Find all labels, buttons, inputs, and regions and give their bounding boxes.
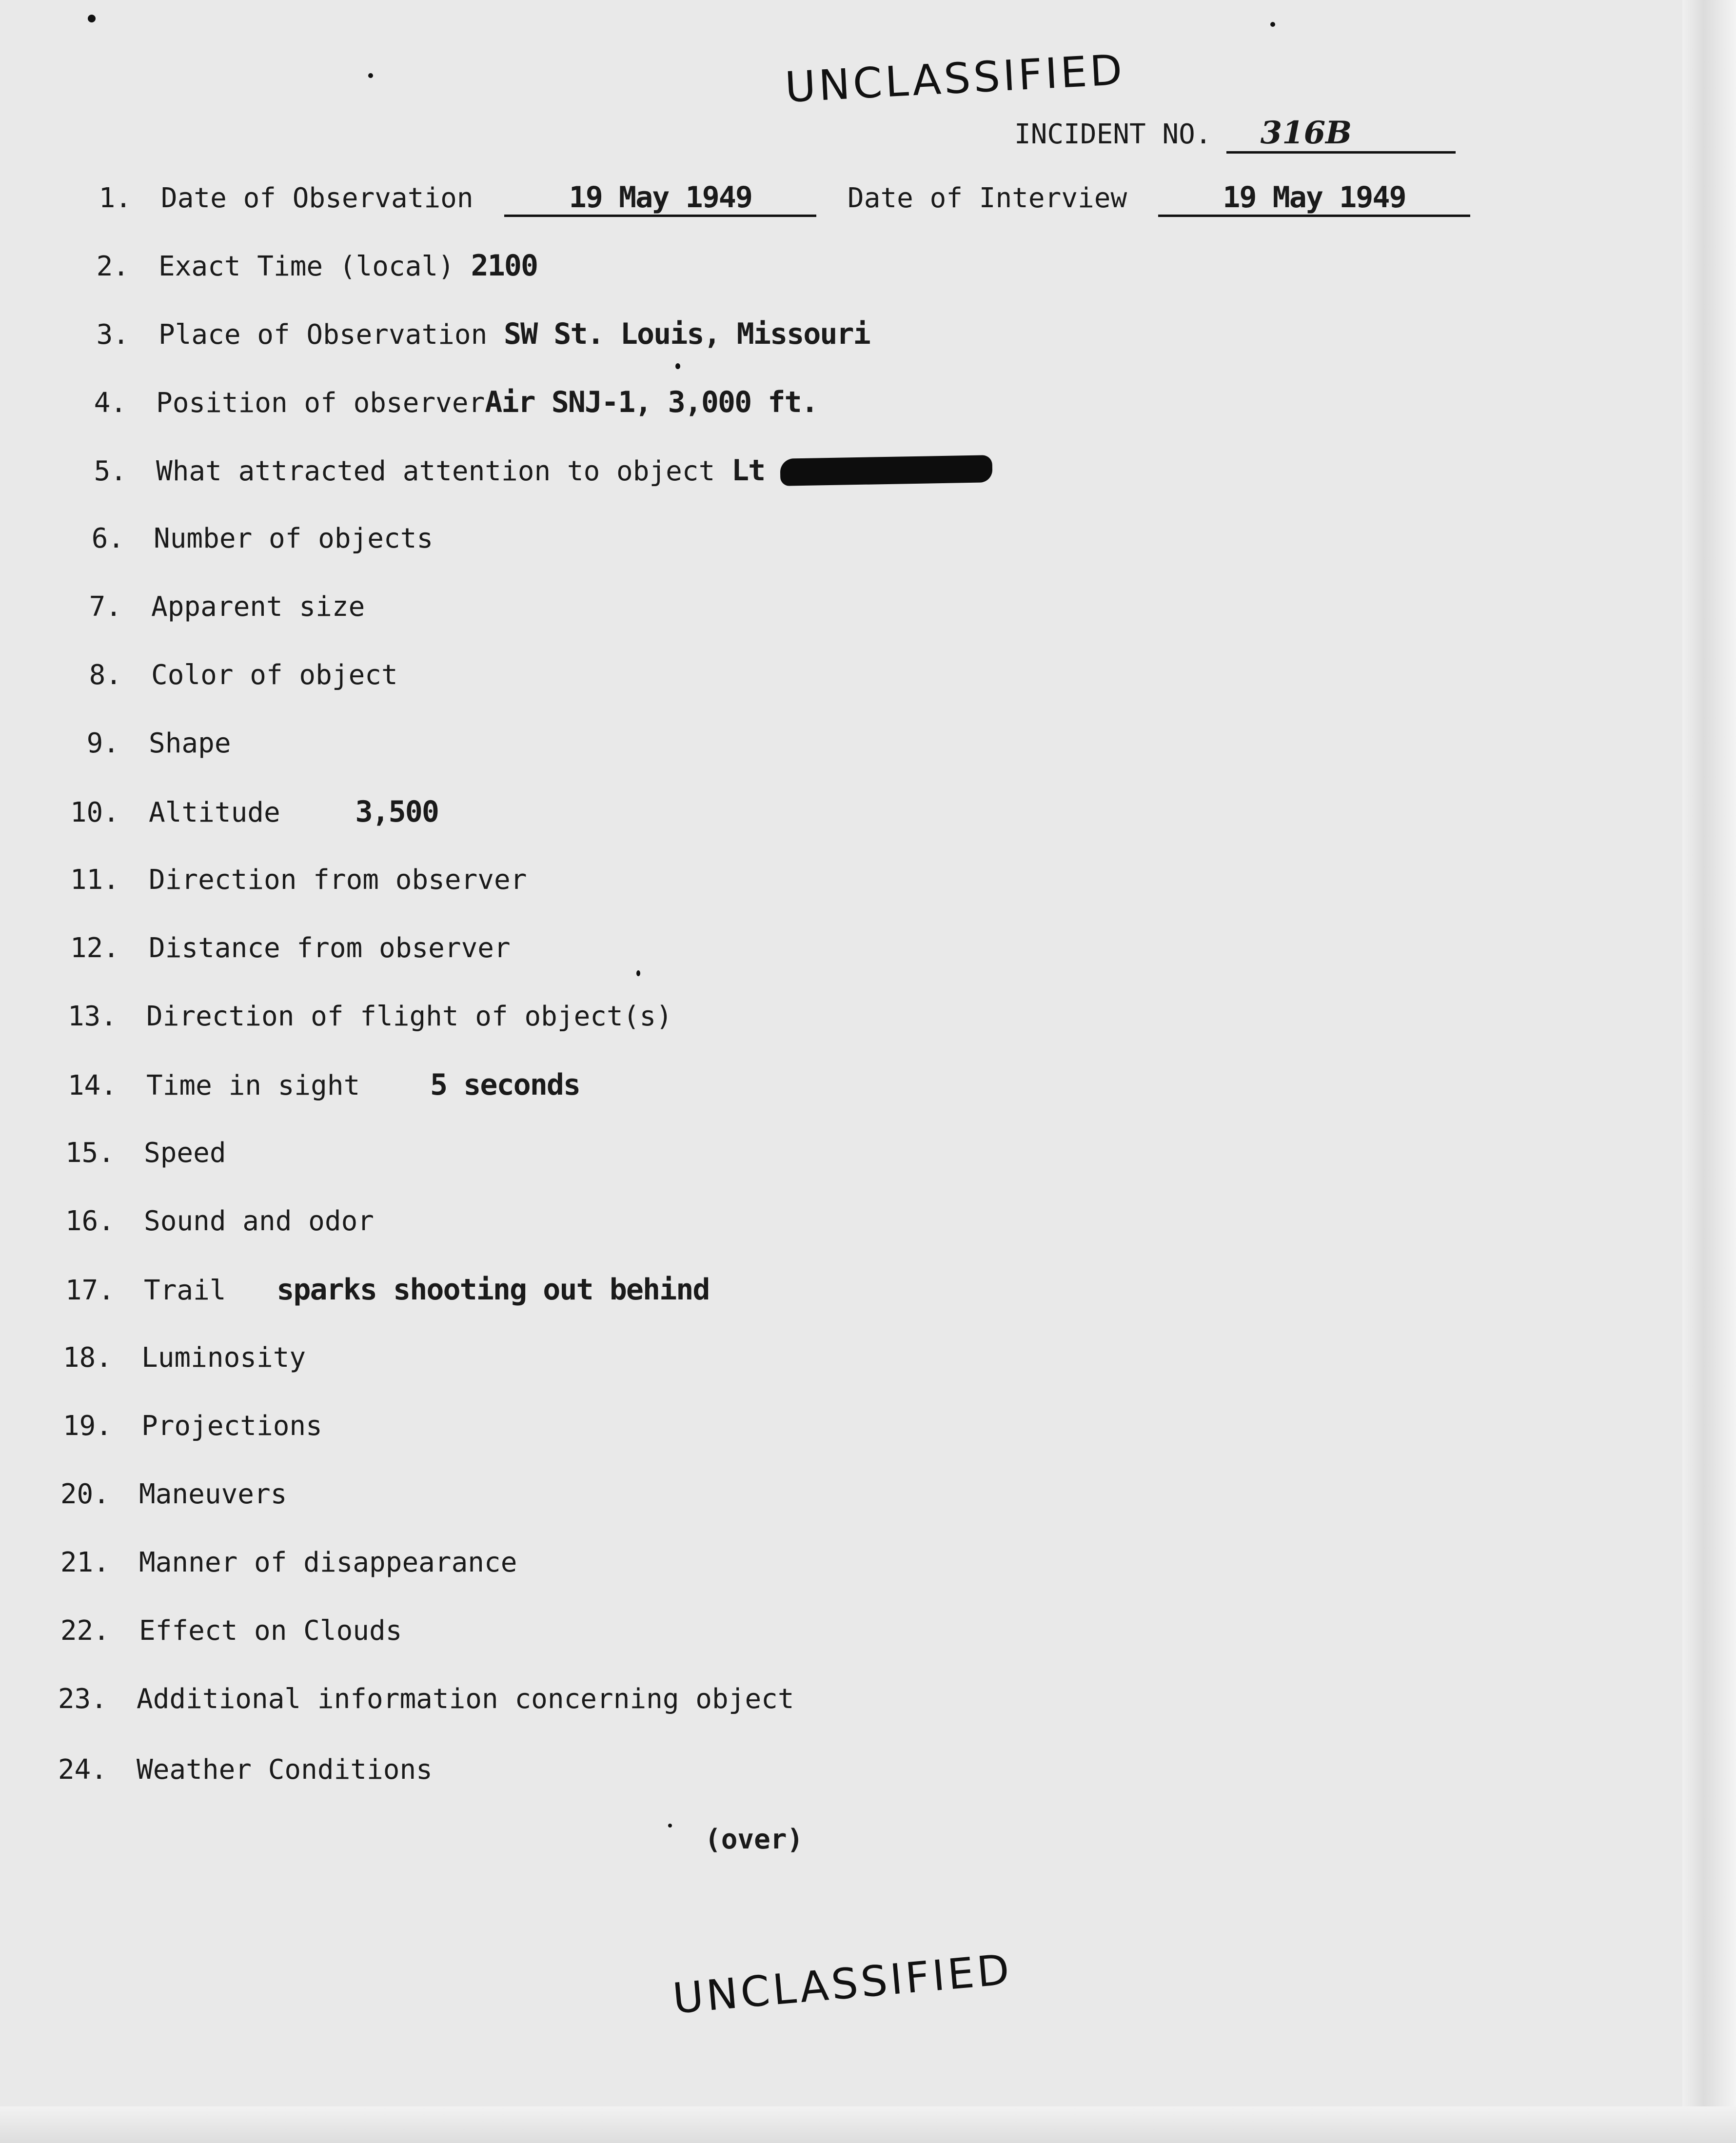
item-label: Shape [149, 727, 231, 759]
item-label: Trail [144, 1275, 226, 1306]
item-label: Manner of disappearance [139, 1547, 517, 1578]
form-item-7 [54, 590, 365, 624]
form-item-10 [51, 795, 438, 830]
form-item-6 [56, 522, 433, 556]
form-item-11 [51, 863, 527, 897]
observation-date: 19 May 1949 [504, 180, 816, 217]
incident-number-line [1014, 115, 1456, 154]
item-label: Sound and odor [144, 1205, 375, 1237]
item-number: 11. [70, 864, 119, 896]
form-item-23 [39, 1682, 794, 1716]
item-label: Maneuvers [139, 1478, 287, 1510]
item-label: Exact Time (local) [158, 251, 454, 282]
form-item-17 [46, 1273, 710, 1308]
item-label: Projections [141, 1410, 322, 1442]
item-number: 19. [62, 1410, 112, 1442]
item-label: Altitude [149, 797, 280, 828]
item-number: 23. [58, 1683, 107, 1715]
item-answer: Lt [731, 453, 765, 488]
item-answer: 2100 [471, 249, 538, 283]
item-label: Place of Observation [158, 319, 488, 351]
item-number: 4. [94, 387, 127, 419]
item-number: 9. [86, 727, 119, 759]
item-label: Position of observer [156, 387, 485, 419]
item-label: Effect on Clouds [139, 1615, 402, 1647]
item-label: Time in sight [146, 1070, 360, 1101]
item-label: Date of Observation [161, 182, 473, 214]
over-note: (over) [705, 1824, 804, 1855]
form-item-22 [41, 1614, 402, 1648]
form-item-5 [59, 453, 765, 489]
item-number: 5. [94, 455, 127, 487]
item-answer: Air SNJ-1, 3,000 ft. [485, 385, 818, 419]
form-item-13 [49, 1000, 672, 1034]
item-number: 10. [70, 797, 119, 828]
item-label: What attracted attention to object [156, 455, 715, 487]
form-item-16 [46, 1204, 374, 1239]
item-number: 16. [65, 1205, 115, 1237]
incident-label: INCIDENT NO. [1014, 118, 1212, 150]
item-label: Number of objects [154, 523, 434, 554]
item-number: 14. [67, 1070, 117, 1101]
form-item-20 [41, 1477, 287, 1512]
item-number: 12. [70, 932, 119, 964]
classification-stamp-top: UNCLASSIFIED [784, 45, 1126, 112]
form-item-12 [51, 931, 511, 965]
classification-stamp-bottom: UNCLASSIFIED [671, 1945, 1014, 2024]
form-item-2 [61, 249, 537, 284]
item-label: Additional information concerning object [137, 1683, 794, 1715]
scan-speck [636, 970, 640, 976]
scan-speck [675, 363, 680, 369]
item-number: 17. [65, 1275, 115, 1306]
form-item-8 [54, 658, 398, 692]
form-item-4 [59, 385, 818, 420]
redaction-mark [780, 455, 993, 486]
item-number: 3. [96, 319, 129, 351]
form-item-9 [51, 727, 231, 761]
item-number: 1. [99, 182, 132, 214]
scan-speck [368, 73, 373, 78]
form-item-15 [46, 1136, 226, 1170]
item-number: 8. [89, 659, 122, 691]
item-answer: 5 seconds [430, 1068, 580, 1102]
item-label: Luminosity [141, 1342, 306, 1374]
scan-speck [88, 15, 96, 22]
item-number: 20. [60, 1478, 110, 1510]
incident-number: 316B [1226, 115, 1456, 154]
item-number: 6. [91, 523, 124, 554]
item-label: Distance from observer [149, 932, 511, 964]
item-answer: sparks shooting out behind [276, 1273, 710, 1307]
form-item-14 [49, 1068, 580, 1103]
scan-speck [668, 1824, 672, 1828]
item-number: 2. [96, 251, 129, 282]
form-item-24 [39, 1753, 433, 1787]
item-number: 21. [60, 1547, 110, 1578]
item-label: Direction of flight of object(s) [146, 1001, 672, 1032]
form-item-19 [44, 1409, 322, 1443]
form-item-1 [63, 180, 1470, 217]
page-edge-right [1682, 0, 1736, 2143]
item-label: Direction from observer [149, 864, 527, 896]
item-answer: 3,500 [355, 795, 439, 829]
item-number: 22. [60, 1615, 110, 1647]
item-label: Apparent size [151, 591, 365, 623]
item-number: 13. [67, 1001, 117, 1032]
interview-date-label: Date of Interview [848, 182, 1127, 214]
interview-date: 19 May 1949 [1158, 180, 1470, 217]
page-edge-bottom [0, 2106, 1736, 2143]
item-answer: SW St. Louis, Missouri [504, 317, 870, 351]
item-label: Speed [144, 1137, 226, 1169]
form-item-3 [61, 317, 870, 352]
form-item-21 [41, 1546, 517, 1580]
item-number: 15. [65, 1137, 115, 1169]
scan-speck [1270, 22, 1275, 27]
item-label: Color of object [151, 659, 398, 691]
item-number: 18. [62, 1342, 112, 1374]
item-label: Weather Conditions [137, 1754, 433, 1786]
item-number: 24. [58, 1754, 107, 1786]
item-number: 7. [89, 591, 122, 623]
form-item-18 [44, 1341, 306, 1375]
